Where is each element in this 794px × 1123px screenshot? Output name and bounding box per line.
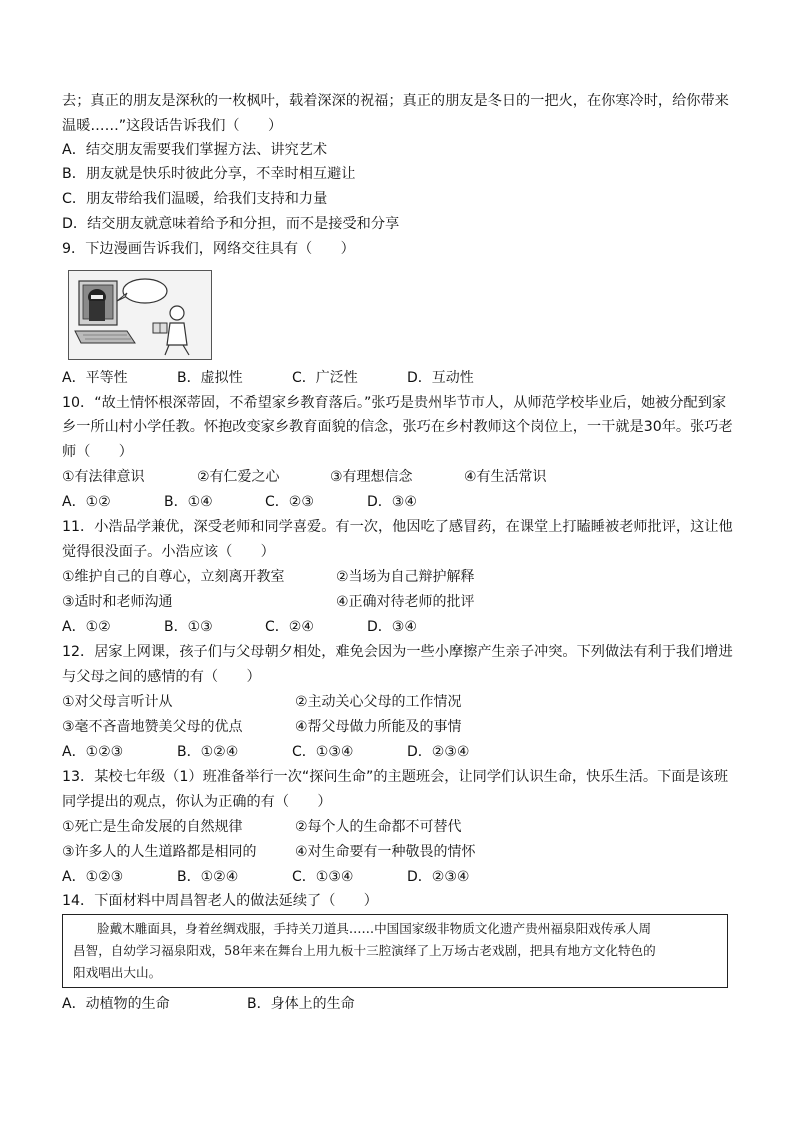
q9-option-c: C．广泛性 bbox=[292, 370, 358, 386]
q12-option-b: B．①②④ bbox=[177, 744, 239, 760]
q12-stem-line1: 12．居家上网课，孩子们与父母朝夕相处，难免会因为一些小摩擦产生亲子冲突。下列做法有利于我们增进 bbox=[62, 644, 733, 660]
q8-option-b: B．朋友就是快乐时彼此分享，不幸时相互避让 bbox=[62, 166, 356, 182]
q11-option-d: D．③④ bbox=[367, 619, 417, 635]
q8-option-c: C．朋友带给我们温暖，给我们支持和力量 bbox=[62, 191, 328, 207]
q14-material-line1: 脸戴木雕面具，身着丝绸戏服，手持关刀道具……中国国家级非物质文化遗产贵州福泉阳戏传承人周 bbox=[97, 921, 652, 936]
q9-stem: 9．下边漫画告诉我们，网络交往具有（ ） bbox=[62, 241, 355, 257]
q12-option-c: C．①③④ bbox=[292, 744, 354, 760]
q10-item-2: ②有仁爱之心 bbox=[197, 469, 280, 485]
q10-option-d: D．③④ bbox=[367, 494, 417, 510]
q8-stem-line1: 去；真正的朋友是深秋的一枚枫叶，载着深深的祝福；真正的朋友是冬日的一把火，在你寒冷时，给你带来 bbox=[62, 93, 729, 109]
q10-option-c: C．②③ bbox=[265, 494, 314, 510]
q11-item-2: ②当场为自己辩护解释 bbox=[336, 569, 475, 585]
q14-stem: 14．下面材料中周昌智老人的做法延续了（ ） bbox=[62, 893, 378, 909]
q11-item-4: ④正确对待老师的批评 bbox=[336, 594, 475, 610]
q13-option-b: B．①②④ bbox=[177, 869, 239, 885]
q9-option-d: D．互动性 bbox=[407, 370, 474, 386]
q12-item-4: ④帮父母做力所能及的事情 bbox=[295, 719, 462, 735]
q8-stem-line2: 温暖……”这段话告诉我们（ ） bbox=[62, 118, 283, 134]
q13-item-4: ④对生命要有一种敬畏的情怀 bbox=[295, 844, 476, 860]
q13-item-2: ②每个人的生命都不可替代 bbox=[295, 819, 462, 835]
q10-stem-line1: 10．“故土情怀根深蒂固，不希望家乡教育落后。”张巧是贵州毕节市人，从师范学校毕业后，她被分配到家 bbox=[62, 395, 727, 411]
q13-item-3: ③许多人的人生道路都是相同的 bbox=[62, 844, 257, 860]
q14-material-line3: 阳戏唱出大山。 bbox=[73, 965, 162, 980]
q8-option-a: A．结交朋友需要我们掌握方法、讲究艺术 bbox=[62, 142, 328, 158]
q10-stem-line3: 师（ ） bbox=[62, 444, 133, 460]
q13-stem-line2: 同学提出的观点，你认为正确的有（ ） bbox=[62, 794, 332, 810]
q14-material-line2: 昌智，自幼学习福泉阳戏，58年来在舞台上用九板十三腔演绎了上万场古老戏剧，把具有地方文化特色的 bbox=[73, 943, 656, 958]
q10-item-1: ①有法律意识 bbox=[62, 469, 145, 485]
q11-stem-line1: 11．小浩品学兼优，深受老师和同学喜爱。有一次，他因吃了感冒药，在课堂上打瞌睡被老师批评，这让他 bbox=[62, 519, 733, 535]
q9-option-a: A．平等性 bbox=[62, 370, 128, 386]
q10-option-b: B．①④ bbox=[164, 494, 213, 510]
q8-option-d: D．结交朋友就意味着给予和分担，而不是接受和分享 bbox=[62, 216, 400, 232]
q10-option-a: A．①② bbox=[62, 494, 111, 510]
q14-option-b: B．身体上的生命 bbox=[247, 996, 355, 1012]
q9-option-b: B．虚拟性 bbox=[177, 370, 243, 386]
q11-option-c: C．②④ bbox=[265, 619, 314, 635]
q13-item-1: ①死亡是生命发展的自然规律 bbox=[62, 819, 243, 835]
q13-option-d: D．②③④ bbox=[407, 869, 470, 885]
q11-option-a: A．①② bbox=[62, 619, 111, 635]
q12-item-3: ③毫不吝啬地赞美父母的优点 bbox=[62, 719, 243, 735]
q12-item-2: ②主动关心父母的工作情况 bbox=[295, 694, 462, 710]
q12-stem-line2: 与父母之间的感情的有（ ） bbox=[62, 669, 261, 685]
q10-stem-line2: 乡一所山村小学任教。怀抱改变家乡教育面貌的信念，张巧在乡村教师这个岗位上，一干就是30年。张巧老 bbox=[62, 419, 733, 435]
q11-item-1: ①维护自己的自尊心，立刻离开教室 bbox=[62, 569, 285, 585]
q13-option-a: A．①②③ bbox=[62, 869, 124, 885]
q12-option-d: D．②③④ bbox=[407, 744, 470, 760]
q11-option-b: B．①③ bbox=[164, 619, 213, 635]
q12-option-a: A．①②③ bbox=[62, 744, 124, 760]
q13-stem-line1: 13．某校七年级（1）班准备举行一次“探问生命”的主题班会，让同学们认识生命，快乐生活。下面是该班 bbox=[62, 769, 729, 785]
q10-item-4: ④有生活常识 bbox=[464, 469, 547, 485]
q12-item-1: ①对父母言听计从 bbox=[62, 694, 173, 710]
q14-option-a: A．动植物的生命 bbox=[62, 996, 170, 1012]
q14-material-box bbox=[62, 914, 728, 988]
q10-item-3: ③有理想信念 bbox=[330, 469, 413, 485]
cartoon-computer-chat-icon bbox=[68, 270, 212, 360]
q11-stem-line2: 觉得很没面子。小浩应该（ ） bbox=[62, 544, 275, 560]
q11-item-3: ③适时和老师沟通 bbox=[62, 594, 173, 610]
q13-option-c: C．①③④ bbox=[292, 869, 354, 885]
